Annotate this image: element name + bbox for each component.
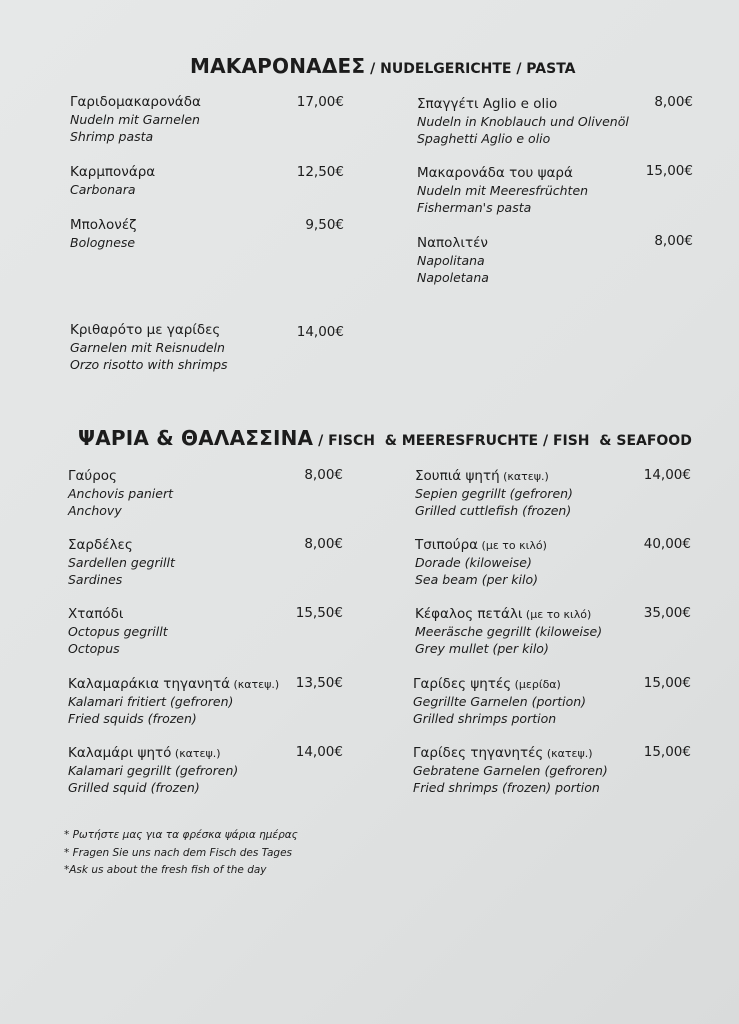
- item-name-german: Napolitana: [417, 253, 485, 268]
- item-price: 15,00€: [643, 675, 691, 691]
- fish-title-translations: / FISCH & MEERESFRUCHTE / FISH & SEAFOOD: [313, 433, 692, 449]
- menu-item: [415, 468, 573, 519]
- item-name-greek: Γαριδομακαρονάδα: [70, 94, 201, 110]
- item-name-note: (κατεψ.): [499, 470, 549, 483]
- menu-item: [70, 322, 228, 373]
- item-name-english: Napoletana: [417, 270, 489, 285]
- item-name-greek: Κέφαλος πετάλι: [415, 606, 523, 622]
- item-price: 15,00€: [643, 744, 691, 760]
- menu-item: [68, 537, 175, 588]
- item-price: 8,00€: [654, 233, 693, 249]
- item-price: 15,00€: [645, 163, 693, 179]
- item-name-english: Orzo risotto with shrimps: [70, 357, 228, 372]
- menu-item: [415, 537, 547, 588]
- item-name-english: Grey mullet (per kilo): [415, 641, 549, 656]
- menu-item: [68, 606, 168, 657]
- menu-item: [70, 94, 201, 145]
- item-price: 13,50€: [295, 675, 343, 691]
- item-name-greek: Ναπολιτέν: [417, 235, 488, 251]
- item-name-german: Dorade (kiloweise): [415, 555, 532, 570]
- item-name-note: (μερίδα): [511, 678, 561, 691]
- pasta-title-greek: ΜΑΚΑΡΟΝΑΔΕΣ: [190, 54, 366, 78]
- item-name-greek: Γαρίδες ψητές: [413, 676, 512, 692]
- item-name-greek: Καλαμαράκια τηγανητά: [68, 676, 231, 692]
- item-name-english: Grilled shrimps portion: [413, 711, 557, 726]
- item-price: 40,00€: [643, 536, 691, 552]
- menu-item: [70, 217, 136, 251]
- item-name-german: Kalamari gegrillt (gefroren): [68, 763, 239, 778]
- pasta-title-translations: / NUDELGERICHTE / PASTA: [365, 61, 576, 77]
- item-name-english: Fried squids (frozen): [68, 711, 197, 726]
- item-name-german: Gegrillte Garnelen (portion): [413, 694, 587, 709]
- item-price: 12,50€: [296, 164, 344, 180]
- item-name-german: Garnelen mit Reisnudeln: [70, 340, 225, 355]
- item-name-german: Nudeln mit Garnelen: [70, 112, 200, 127]
- item-name-greek: Γαρίδες τηγανητές: [413, 745, 544, 761]
- item-name-german: Nudeln in Knoblauch und Olivenöl: [417, 114, 629, 129]
- item-name-english: Sea beam (per kilo): [415, 572, 539, 587]
- item-name-greek: Σουπιά ψητή: [415, 468, 500, 484]
- item-name-english: Fisherman's pasta: [417, 200, 532, 215]
- footnote-german: * Fragen Sie uns nach dem Fisch des Tages: [64, 846, 293, 859]
- item-name-greek: Μακαρονάδα του ψαρά: [417, 165, 573, 181]
- item-name-german: Gebratene Garnelen (gefroren): [413, 763, 608, 778]
- menu-item: [413, 745, 608, 796]
- item-name-english: Grilled cuttlefish (frozen): [415, 503, 572, 518]
- footnotes: [64, 827, 298, 880]
- item-name-greek: Γαύρος: [68, 468, 117, 484]
- menu-item: [68, 676, 279, 727]
- item-price: 8,00€: [304, 467, 343, 483]
- item-name-english: Sardines: [68, 572, 123, 587]
- item-name-english: Grilled squid (frozen): [68, 780, 200, 795]
- item-name-english: Spaghetti Aglio e olio: [417, 131, 551, 146]
- menu-item: [415, 606, 602, 657]
- pasta-section-title: [190, 54, 576, 78]
- footnote-english: *Ask us about the fresh fish of the day: [64, 864, 267, 876]
- item-price: 14,00€: [643, 467, 691, 483]
- item-name-german: Nudeln mit Meeresfrüchten: [417, 183, 589, 198]
- item-name-greek: Σπαγγέτι Aglio e olio: [417, 96, 558, 112]
- item-name-greek: Κριθαρότο με γαρίδες: [70, 322, 221, 338]
- item-name-greek: Σαρδέλες: [68, 537, 133, 553]
- item-name-note: (κατεψ.): [543, 747, 593, 760]
- item-name-german: Sepien gegrillt (gefroren): [415, 486, 573, 501]
- menu-item: [417, 96, 629, 147]
- item-price: 17,00€: [296, 94, 344, 110]
- item-name-note: (κατεψ.): [171, 747, 221, 760]
- item-price: 35,00€: [643, 605, 691, 621]
- item-name-note: (με το κιλό): [522, 608, 592, 621]
- item-price: 8,00€: [654, 94, 693, 110]
- item-name-greek: Χταπόδι: [68, 606, 124, 622]
- item-price: 8,00€: [304, 536, 343, 552]
- item-name-german: Anchovis paniert: [68, 486, 173, 501]
- menu-item: [417, 165, 588, 216]
- item-name-greek: Καρμπονάρα: [70, 164, 156, 180]
- item-price: 14,00€: [295, 744, 343, 760]
- menu-item: [68, 468, 173, 519]
- item-price: 15,50€: [295, 605, 343, 621]
- item-name-german: Sardellen gegrillt: [68, 555, 175, 570]
- item-price: 14,00€: [296, 324, 344, 340]
- item-name-greek: Τσιπούρα: [415, 537, 479, 553]
- item-name-note: (με το κιλό): [478, 539, 547, 552]
- item-name-english: Shrimp pasta: [70, 129, 154, 144]
- item-name-german: Kalamari fritiert (gefroren): [68, 694, 234, 709]
- item-name-german: Meeräsche gegrillt (kiloweise): [415, 624, 603, 639]
- item-name-greek: Καλαμάρι ψητό: [68, 745, 172, 761]
- item-name-greek: Μπολονέζ: [70, 217, 137, 233]
- item-name-english: Anchovy: [68, 503, 122, 518]
- footnote-greek: * Ρωτήστε μας για τα φρέσκα ψάρια ημέρας: [64, 829, 298, 841]
- fish-section-title: [78, 426, 692, 450]
- fish-title-greek: ΨΑΡΙΑ & ΘΑΛΑΣΣΙΝΑ: [78, 426, 314, 450]
- menu-item: [417, 235, 489, 286]
- item-name-english: Fried shrimps (frozen) portion: [413, 780, 600, 795]
- item-name-german: Carbonara: [70, 182, 136, 197]
- item-name-english: Octopus: [68, 641, 120, 656]
- menu-item: [413, 676, 586, 727]
- menu-item: [70, 164, 155, 198]
- item-name-german: Bolognese: [70, 235, 136, 250]
- menu-item: [68, 745, 238, 796]
- item-price: 9,50€: [305, 217, 344, 233]
- item-name-german: Octopus gegrillt: [68, 624, 168, 639]
- item-name-note: (κατεψ.): [230, 678, 280, 691]
